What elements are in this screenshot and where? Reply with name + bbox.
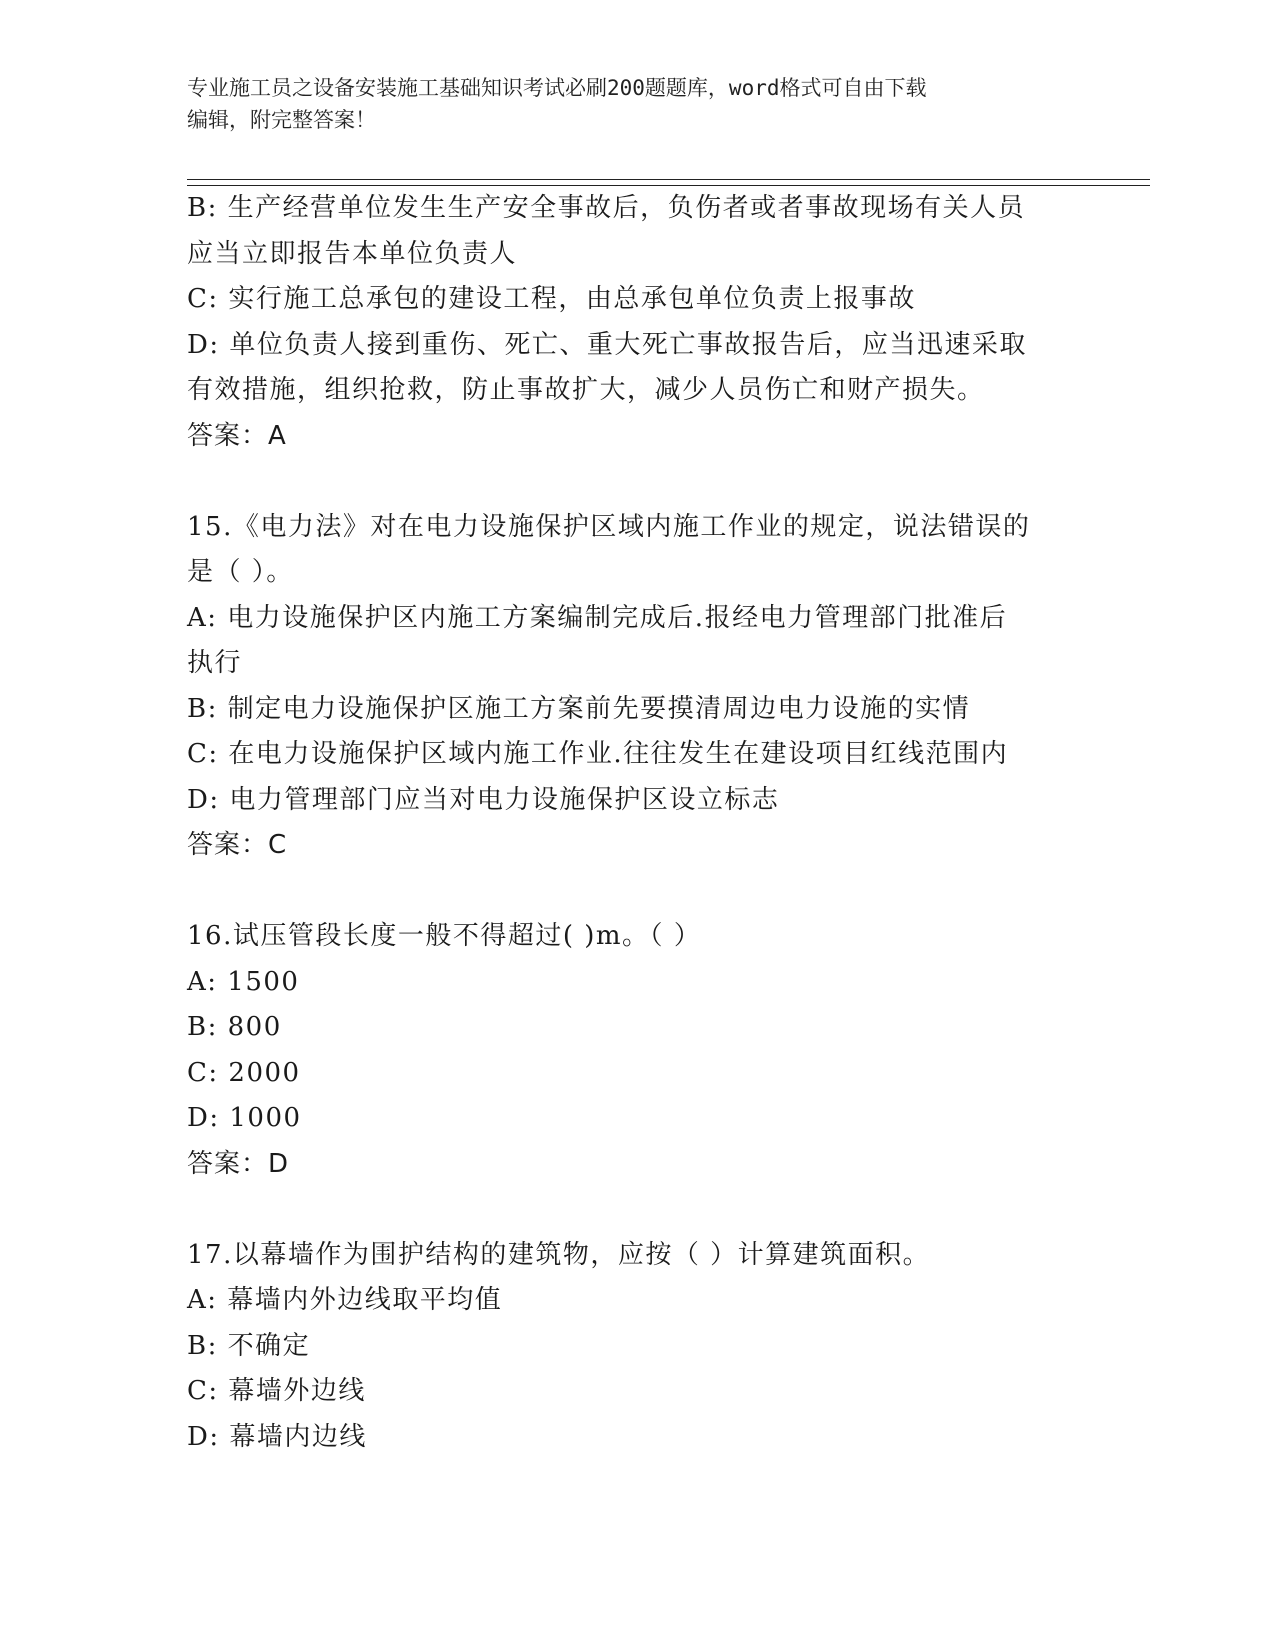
document-header [187,72,1077,136]
header-line-1: 专业施工员之设备安装施工基础知识考试必刷200题题库，word格式可自由下载 [187,76,927,100]
question-stem: 17.以幕墙作为围护结构的建筑物，应按（ ）计算建筑面积。 [187,1239,931,1270]
option-c: C: 幕墙外边线 [187,1376,366,1406]
question-16 [187,914,1087,1187]
option-c: C: 在电力设施保护区域内施工作业.往往发生在建设项目红线范围内 [187,739,1009,769]
option-c: C: 2000 [187,1057,301,1088]
question-stem: 15.《电力法》对在电力设施保护区域内施工作业的规定，说法错误的 [187,511,1031,542]
option-d: D: 幕墙内边线 [187,1421,367,1452]
option-c: C: 实行施工总承包的建设工程，由总承包单位负责上报事故 [187,284,916,314]
answer: 答案：D [187,1148,290,1179]
header-double-rule [187,179,1150,186]
option-b: B: 800 [187,1012,282,1042]
document-body [187,186,1087,1460]
option-b: B: 不确定 [187,1330,311,1361]
header-line-2: 编辑，附完整答案！ [187,108,376,132]
option-a: A: 1500 [187,966,300,997]
question-stem-continued: 是（ ）。 [187,557,294,587]
option-d: D: 电力管理部门应当对电力设施保护区设立标志 [187,784,780,815]
option-d: D: 单位负责人接到重伤、死亡、重大死亡事故报告后，应当迅速采取 [187,329,1027,360]
option-b: B: 制定电力设施保护区施工方案前先要摸清周边电力设施的实情 [187,693,971,724]
question-14-continued [187,186,1087,459]
answer: 答案：C [187,830,288,860]
spacer [187,1187,1087,1233]
answer: 答案：A [187,420,287,451]
option-a-continued: 执行 [187,648,243,678]
option-b: B: 生产经营单位发生生产安全事故后，负伤者或者事故现场有关人员 [187,193,1026,223]
option-b-continued: 应当立即报告本单位负责人 [187,238,518,269]
question-15 [187,505,1087,869]
spacer [187,869,1087,915]
option-a: A: 幕墙内外边线取平均值 [187,1285,503,1315]
option-d-continued: 有效措施，组织抢救，防止事故扩大，减少人员伤亡和财产损失。 [187,375,985,405]
question-stem: 16.试压管段长度一般不得超过( )m。（ ） [187,921,702,951]
option-a: A: 电力设施保护区内施工方案编制完成后.报经电力管理部门批准后 [187,602,1008,633]
option-d: D: 1000 [187,1103,302,1133]
question-17 [187,1233,1087,1461]
spacer [187,459,1087,505]
